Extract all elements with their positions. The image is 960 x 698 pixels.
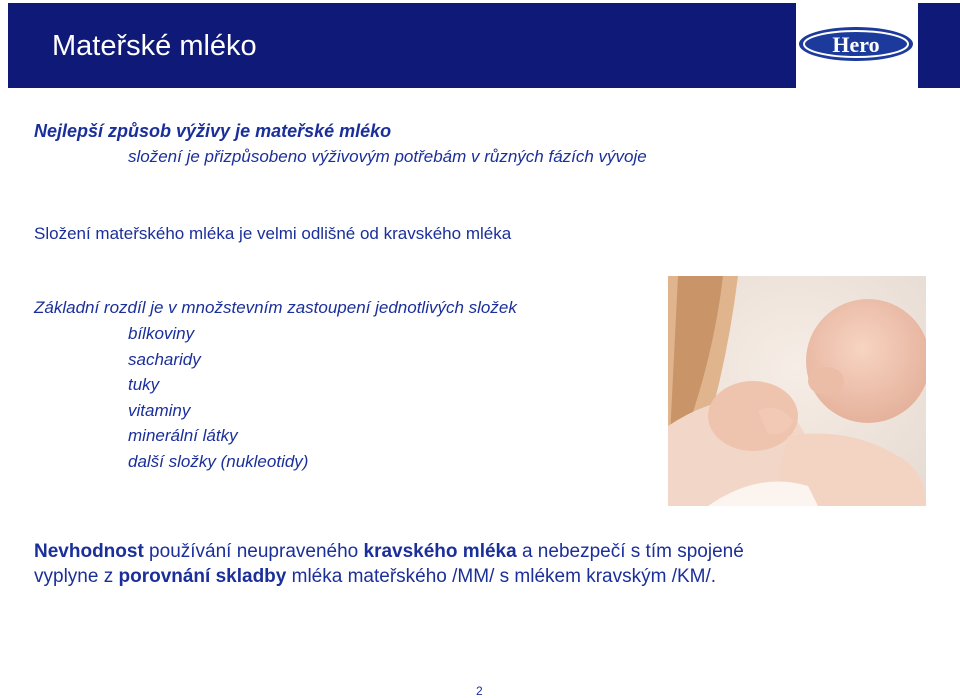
section1-sub: složení je přizpůsobeno výživovým potřebám v různých fázích vývoje [128, 147, 647, 166]
mother-breastfeeding-baby-photo [668, 276, 926, 506]
list-item: sacharidy [128, 350, 201, 369]
bottom-line-1-part-3: kravského mléka [363, 541, 517, 562]
list-item: bílkoviny [128, 324, 195, 343]
logo-text: Hero [832, 32, 880, 57]
section2-text: Složení mateřského mléka je velmi odlišné od kravského mléka [34, 224, 512, 243]
bottom-line-2 [34, 566, 716, 588]
bottom-line-2-part-2: porovnání skladby [118, 566, 287, 587]
list-item: další složky (nukleotidy) [128, 452, 309, 471]
page-title: Mateřské mléko [52, 30, 257, 62]
bottom-line-1-part-4: a nebezpečí s tím spojené [516, 541, 744, 562]
page-number: 2 [476, 684, 483, 698]
bottom-line-1-part-2: používání neupraveného [143, 541, 364, 562]
header-right-strip [918, 3, 960, 88]
list-item: vitaminy [128, 401, 191, 420]
bottom-line-1 [34, 541, 744, 563]
list-item: minerální látky [128, 426, 238, 445]
section3-text: Základní rozdíl je v množstevním zastoupení jednotlivých složek [34, 298, 517, 317]
bottom-line-2-part-1: vyplyne z [34, 566, 119, 587]
section1-heading: Nejlepší způsob výživy je mateřské mléko [34, 121, 392, 141]
hero-logo-icon [796, 22, 916, 66]
bottom-line-1-part-1: Nevhodnost [34, 541, 144, 562]
bottom-line-2-part-3: mléka mateřského /MM/ s mlékem kravským /KM/. [286, 566, 717, 587]
list-item: tuky [128, 375, 160, 394]
